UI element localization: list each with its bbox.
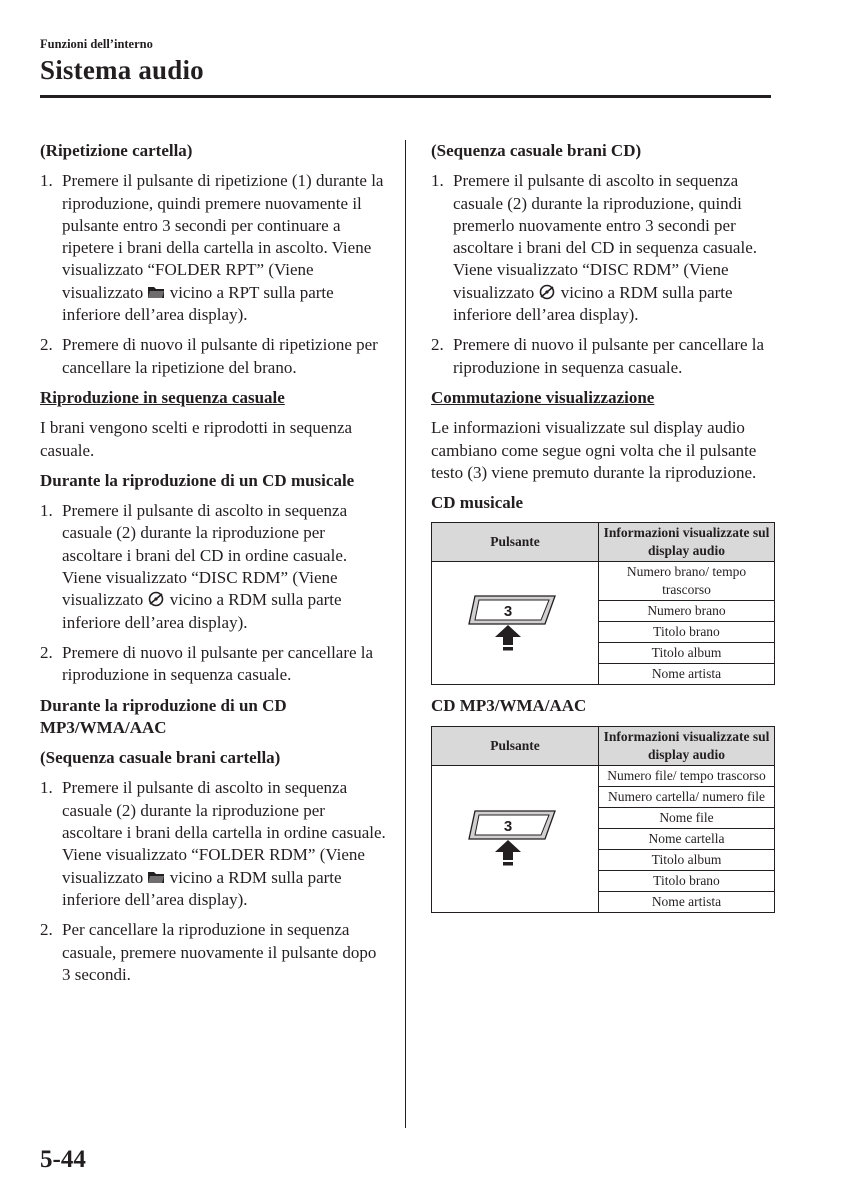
info-cell: Numero file/ tempo trascorso bbox=[599, 765, 775, 786]
info-cell: Nome file bbox=[599, 807, 775, 828]
table-music-cd bbox=[431, 522, 775, 685]
header-rule bbox=[40, 95, 771, 98]
step-text: Premere il pulsante di ascolto in sequenza casuale (2) durante la riproduzione per ascoltare i brani della cartella in ordine casuale. Viene visualizzato “FOLDER RDM” (Viene visualizzato bbox=[62, 778, 386, 887]
step-number: 1. bbox=[40, 171, 53, 191]
right-column bbox=[431, 140, 774, 923]
heading-display-switch: Commutazione visualizzazione bbox=[431, 387, 655, 407]
table-title-mp3-cd: CD MP3/WMA/AAC bbox=[431, 696, 587, 716]
step-text: vicino a RPT sulla parte inferiore dell’area display). bbox=[62, 282, 334, 325]
step-number: 1. bbox=[40, 778, 53, 798]
list-item bbox=[40, 777, 386, 911]
table-header-row bbox=[432, 726, 775, 765]
step-text: Premere di nuovo il pulsante per cancellare la riproduzione in sequenza casuale. bbox=[62, 642, 374, 685]
disc-icon bbox=[538, 284, 556, 300]
button-label: 3 bbox=[503, 602, 513, 620]
step-text: Premere il pulsante di ascolto in sequenza casuale (2) durante la riproduzione, quindi premerlo nuovamente entro 3 secondi per ascoltare i brani del CD in sequenza casuale. Viene visualizzato “DISC RDM” (Viene visualizzato bbox=[453, 171, 757, 302]
step-text: Premere il pulsante di ascolto in sequenza casuale (2) durante la riproduzione per ascoltare i brani del CD in ordine casuale. Viene visualizzato “DISC RDM” (Viene visualizzato bbox=[62, 501, 348, 610]
heading-folder-random: (Sequenza casuale brani cartella) bbox=[40, 748, 281, 768]
button-label: 3 bbox=[503, 818, 513, 836]
info-cell: Nome cartella bbox=[599, 828, 775, 849]
step-number: 2. bbox=[40, 642, 53, 662]
info-cell: Numero brano bbox=[599, 601, 775, 622]
steps-folder-repeat bbox=[40, 170, 386, 379]
header-info: Informazioni visualizzate sul display audio bbox=[599, 523, 775, 562]
table-header-row bbox=[432, 523, 775, 562]
text-button-3-icon bbox=[465, 803, 565, 869]
step-text: Premere di nuovo il pulsante per cancellare la riproduzione in sequenza casuale. bbox=[453, 335, 765, 377]
info-cell: Numero cartella/ numero file bbox=[599, 786, 775, 807]
steps-cd-random bbox=[431, 170, 774, 379]
step-text: Premere il pulsante di ripetizione (1) durante la riproduzione, quindi premere nuovamente il pulsante entro 3 secondi per continuare a ripetere i brani della cartella in ascolto. Viene visualizzato “FOLDER RPT” (Viene visualizzato bbox=[62, 171, 384, 302]
steps-music-cd bbox=[40, 500, 386, 686]
table-row bbox=[432, 562, 775, 601]
list-item bbox=[40, 334, 386, 379]
table-title-music-cd: CD musicale bbox=[431, 493, 524, 513]
header-button: Pulsante bbox=[432, 726, 599, 765]
step-text: vicino a RDM sulla parte inferiore dell’area display). bbox=[62, 867, 342, 909]
button-cell bbox=[432, 562, 599, 685]
random-playback-text: I brani vengono scelti e riprodotti in sequenza casuale. bbox=[40, 418, 353, 460]
step-number: 2. bbox=[40, 335, 53, 355]
info-cell: Numero brano/ tempo trascorso bbox=[599, 562, 775, 601]
list-item bbox=[431, 334, 774, 379]
header-kicker: Funzioni dell’interno bbox=[40, 37, 153, 51]
step-number: 2. bbox=[40, 920, 53, 940]
list-item bbox=[40, 500, 386, 634]
disc-icon bbox=[147, 591, 165, 607]
step-number: 2. bbox=[431, 335, 444, 355]
text-button-3-icon bbox=[465, 588, 565, 654]
heading-folder-repeat: (Ripetizione cartella) bbox=[40, 141, 193, 160]
table-row bbox=[432, 765, 775, 786]
table-mp3-cd bbox=[431, 726, 775, 913]
step-text: vicino a RDM sulla parte inferiore dell’area display). bbox=[62, 590, 342, 632]
step-text: vicino a RDM sulla parte inferiore dell’area display). bbox=[453, 282, 733, 325]
list-item bbox=[40, 642, 386, 687]
steps-folder-random bbox=[40, 777, 386, 986]
info-cell: Titolo album bbox=[599, 643, 775, 664]
left-column bbox=[40, 140, 386, 994]
step-number: 1. bbox=[40, 501, 53, 521]
info-cell: Nome artista bbox=[599, 891, 775, 912]
folder-icon bbox=[147, 284, 165, 300]
page-number: 5-44 bbox=[40, 1146, 86, 1173]
header-info: Informazioni visualizzate sul display audio bbox=[599, 726, 775, 765]
info-cell: Titolo brano bbox=[599, 622, 775, 643]
info-cell: Titolo brano bbox=[599, 870, 775, 891]
step-number: 1. bbox=[431, 171, 444, 191]
heading-cd-random: (Sequenza casuale brani CD) bbox=[431, 141, 642, 160]
heading-random-playback: Riproduzione in sequenza casuale bbox=[40, 387, 285, 407]
info-cell: Nome artista bbox=[599, 664, 775, 685]
step-text: Premere di nuovo il pulsante di ripetizione per cancellare la ripetizione del brano. bbox=[62, 335, 378, 377]
heading-music-cd: Durante la riproduzione di un CD musicale bbox=[40, 470, 355, 490]
step-text: Per cancellare la riproduzione in sequenza casuale, premere nuovamente il pulsante dopo 3 secondi. bbox=[62, 920, 377, 984]
display-switch-text: Le informazioni visualizzate sul display audio cambiano come segue ogni volta che il pulsante testo (3) viene premuto durante la riproduzione. bbox=[431, 418, 757, 482]
folder-icon bbox=[147, 869, 165, 885]
page-title: Sistema audio bbox=[40, 55, 204, 85]
button-cell bbox=[432, 765, 599, 912]
list-item bbox=[40, 170, 386, 326]
column-divider bbox=[405, 140, 406, 1128]
list-item bbox=[431, 170, 774, 326]
info-cell: Titolo album bbox=[599, 849, 775, 870]
list-item bbox=[40, 919, 386, 986]
header-button: Pulsante bbox=[432, 523, 599, 562]
heading-mp3-cd: Durante la riproduzione di un CD MP3/WMA/AAC bbox=[40, 695, 287, 737]
